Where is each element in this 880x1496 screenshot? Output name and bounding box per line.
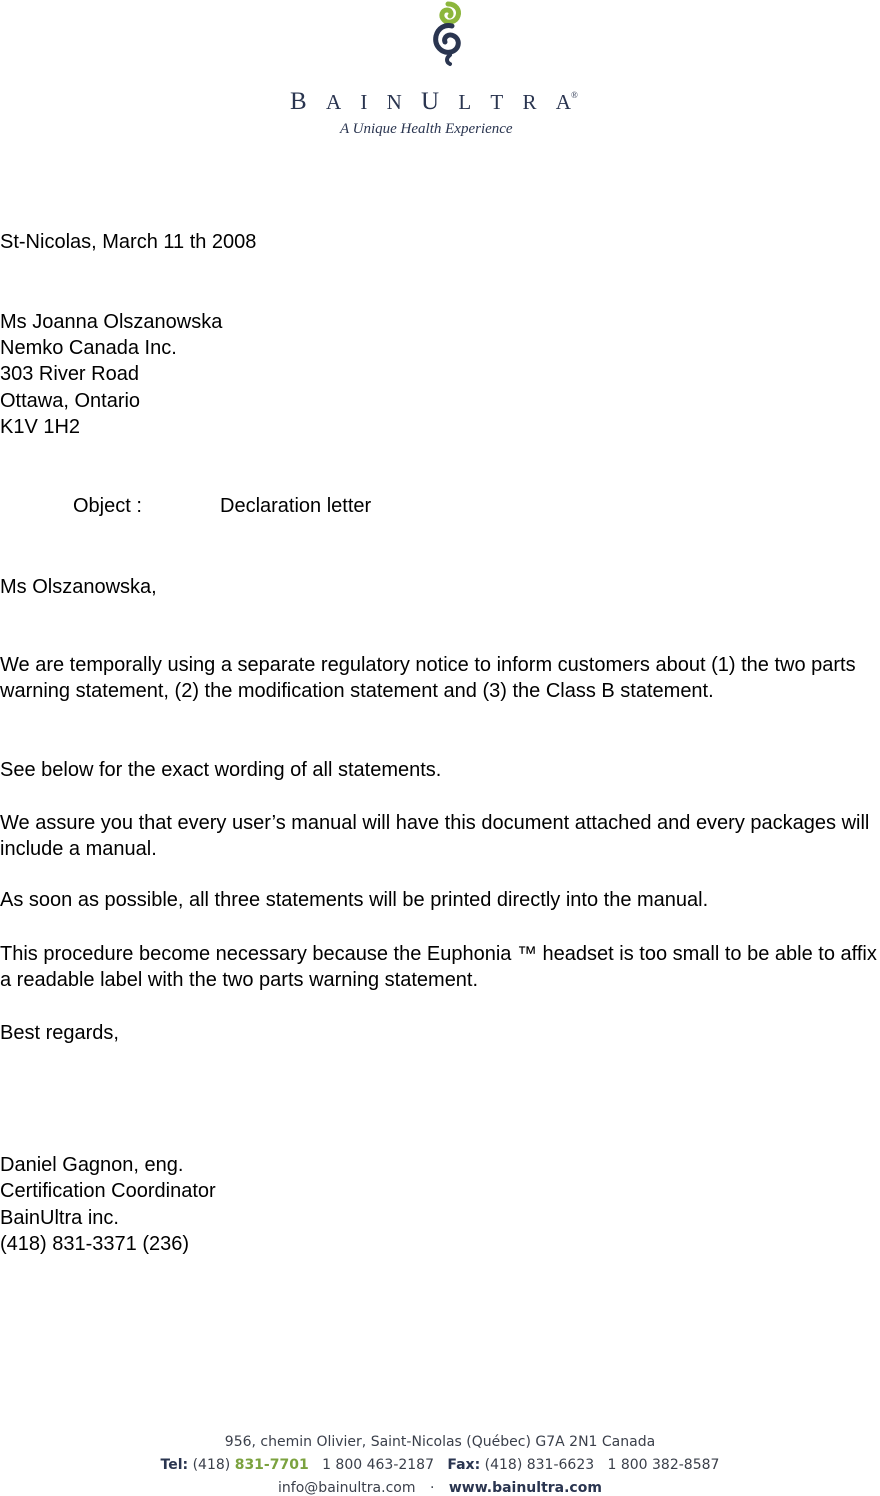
recipient-line: Ottawa, Ontario bbox=[0, 390, 141, 412]
tel-label: Tel: bbox=[160, 1457, 189, 1473]
brand-letter: T bbox=[490, 90, 504, 114]
fax-label: Fax: bbox=[447, 1457, 481, 1473]
signature-line: (418) 831-3371 (236) bbox=[0, 1233, 190, 1255]
brand-letter: B bbox=[290, 88, 307, 115]
brand-letter: A bbox=[555, 90, 571, 114]
brand-letter: A bbox=[325, 90, 342, 114]
fax-number: (418) 831-6623 bbox=[484, 1457, 595, 1473]
brand-letter: L bbox=[458, 90, 472, 114]
body-paragraph: This procedure become necessary because the Euphonia ™ headset is too small to be able to affix a readable label with the two parts warning statement. bbox=[0, 943, 877, 991]
object-value: Declaration letter bbox=[220, 495, 372, 517]
recipient-line: K1V 1H2 bbox=[0, 416, 81, 438]
tel-tollfree: 1 800 463-2187 bbox=[322, 1457, 434, 1473]
bainultra-logo-icon bbox=[426, 0, 470, 68]
closing: Best regards, bbox=[0, 1022, 119, 1044]
letter-date: St-Nicolas, March 11 th 2008 bbox=[0, 231, 257, 253]
signature-line: Daniel Gagnon, eng. bbox=[0, 1154, 184, 1176]
footer-separator: · bbox=[429, 1480, 435, 1496]
tel-area: (418) bbox=[192, 1457, 231, 1473]
signature-line: BainUltra inc. bbox=[0, 1207, 119, 1229]
footer-address: 956, chemin Olivier, Saint-Nicolas (Québec) G7A 2N1 Canada bbox=[224, 1434, 656, 1450]
body-paragraph: We assure you that every user’s manual will have this document attached and every packages will include a manual. bbox=[0, 812, 870, 860]
body-paragraph: See below for the exact wording of all statements. bbox=[0, 759, 442, 781]
signature-line: Certification Coordinator bbox=[0, 1180, 216, 1202]
brand-tagline: A Unique Health Experience bbox=[340, 121, 513, 137]
brand-letter: N bbox=[386, 90, 402, 114]
body-paragraph: As soon as possible, all three statements will be printed directly into the manual. bbox=[0, 889, 709, 911]
brand-name bbox=[290, 88, 620, 114]
object-label: Object : bbox=[73, 495, 142, 517]
footer-email: info@bainultra.com bbox=[278, 1480, 416, 1496]
recipient-line: Nemko Canada Inc. bbox=[0, 337, 177, 359]
footer-phone-line bbox=[0, 1457, 880, 1473]
footer-contact-line bbox=[0, 1480, 880, 1496]
recipient-line: 303 River Road bbox=[0, 363, 139, 385]
body-paragraph: We are temporally using a separate regulatory notice to inform customers about (1) the two parts warning statement, (2) the modification statement and (3) the Class B statement. bbox=[0, 654, 856, 702]
brand-letter: R bbox=[522, 90, 537, 114]
tel-local: 831-7701 bbox=[234, 1457, 309, 1473]
fax-tollfree: 1 800 382-8587 bbox=[607, 1457, 720, 1473]
registered-mark: ® bbox=[570, 90, 578, 100]
brand-letter: I bbox=[360, 90, 368, 114]
recipient-line: Ms Joanna Olszanowska bbox=[0, 311, 223, 333]
brand-letter: U bbox=[421, 88, 440, 115]
salutation: Ms Olszanowska, bbox=[0, 576, 157, 598]
footer-website: www.bainultra.com bbox=[448, 1480, 602, 1496]
